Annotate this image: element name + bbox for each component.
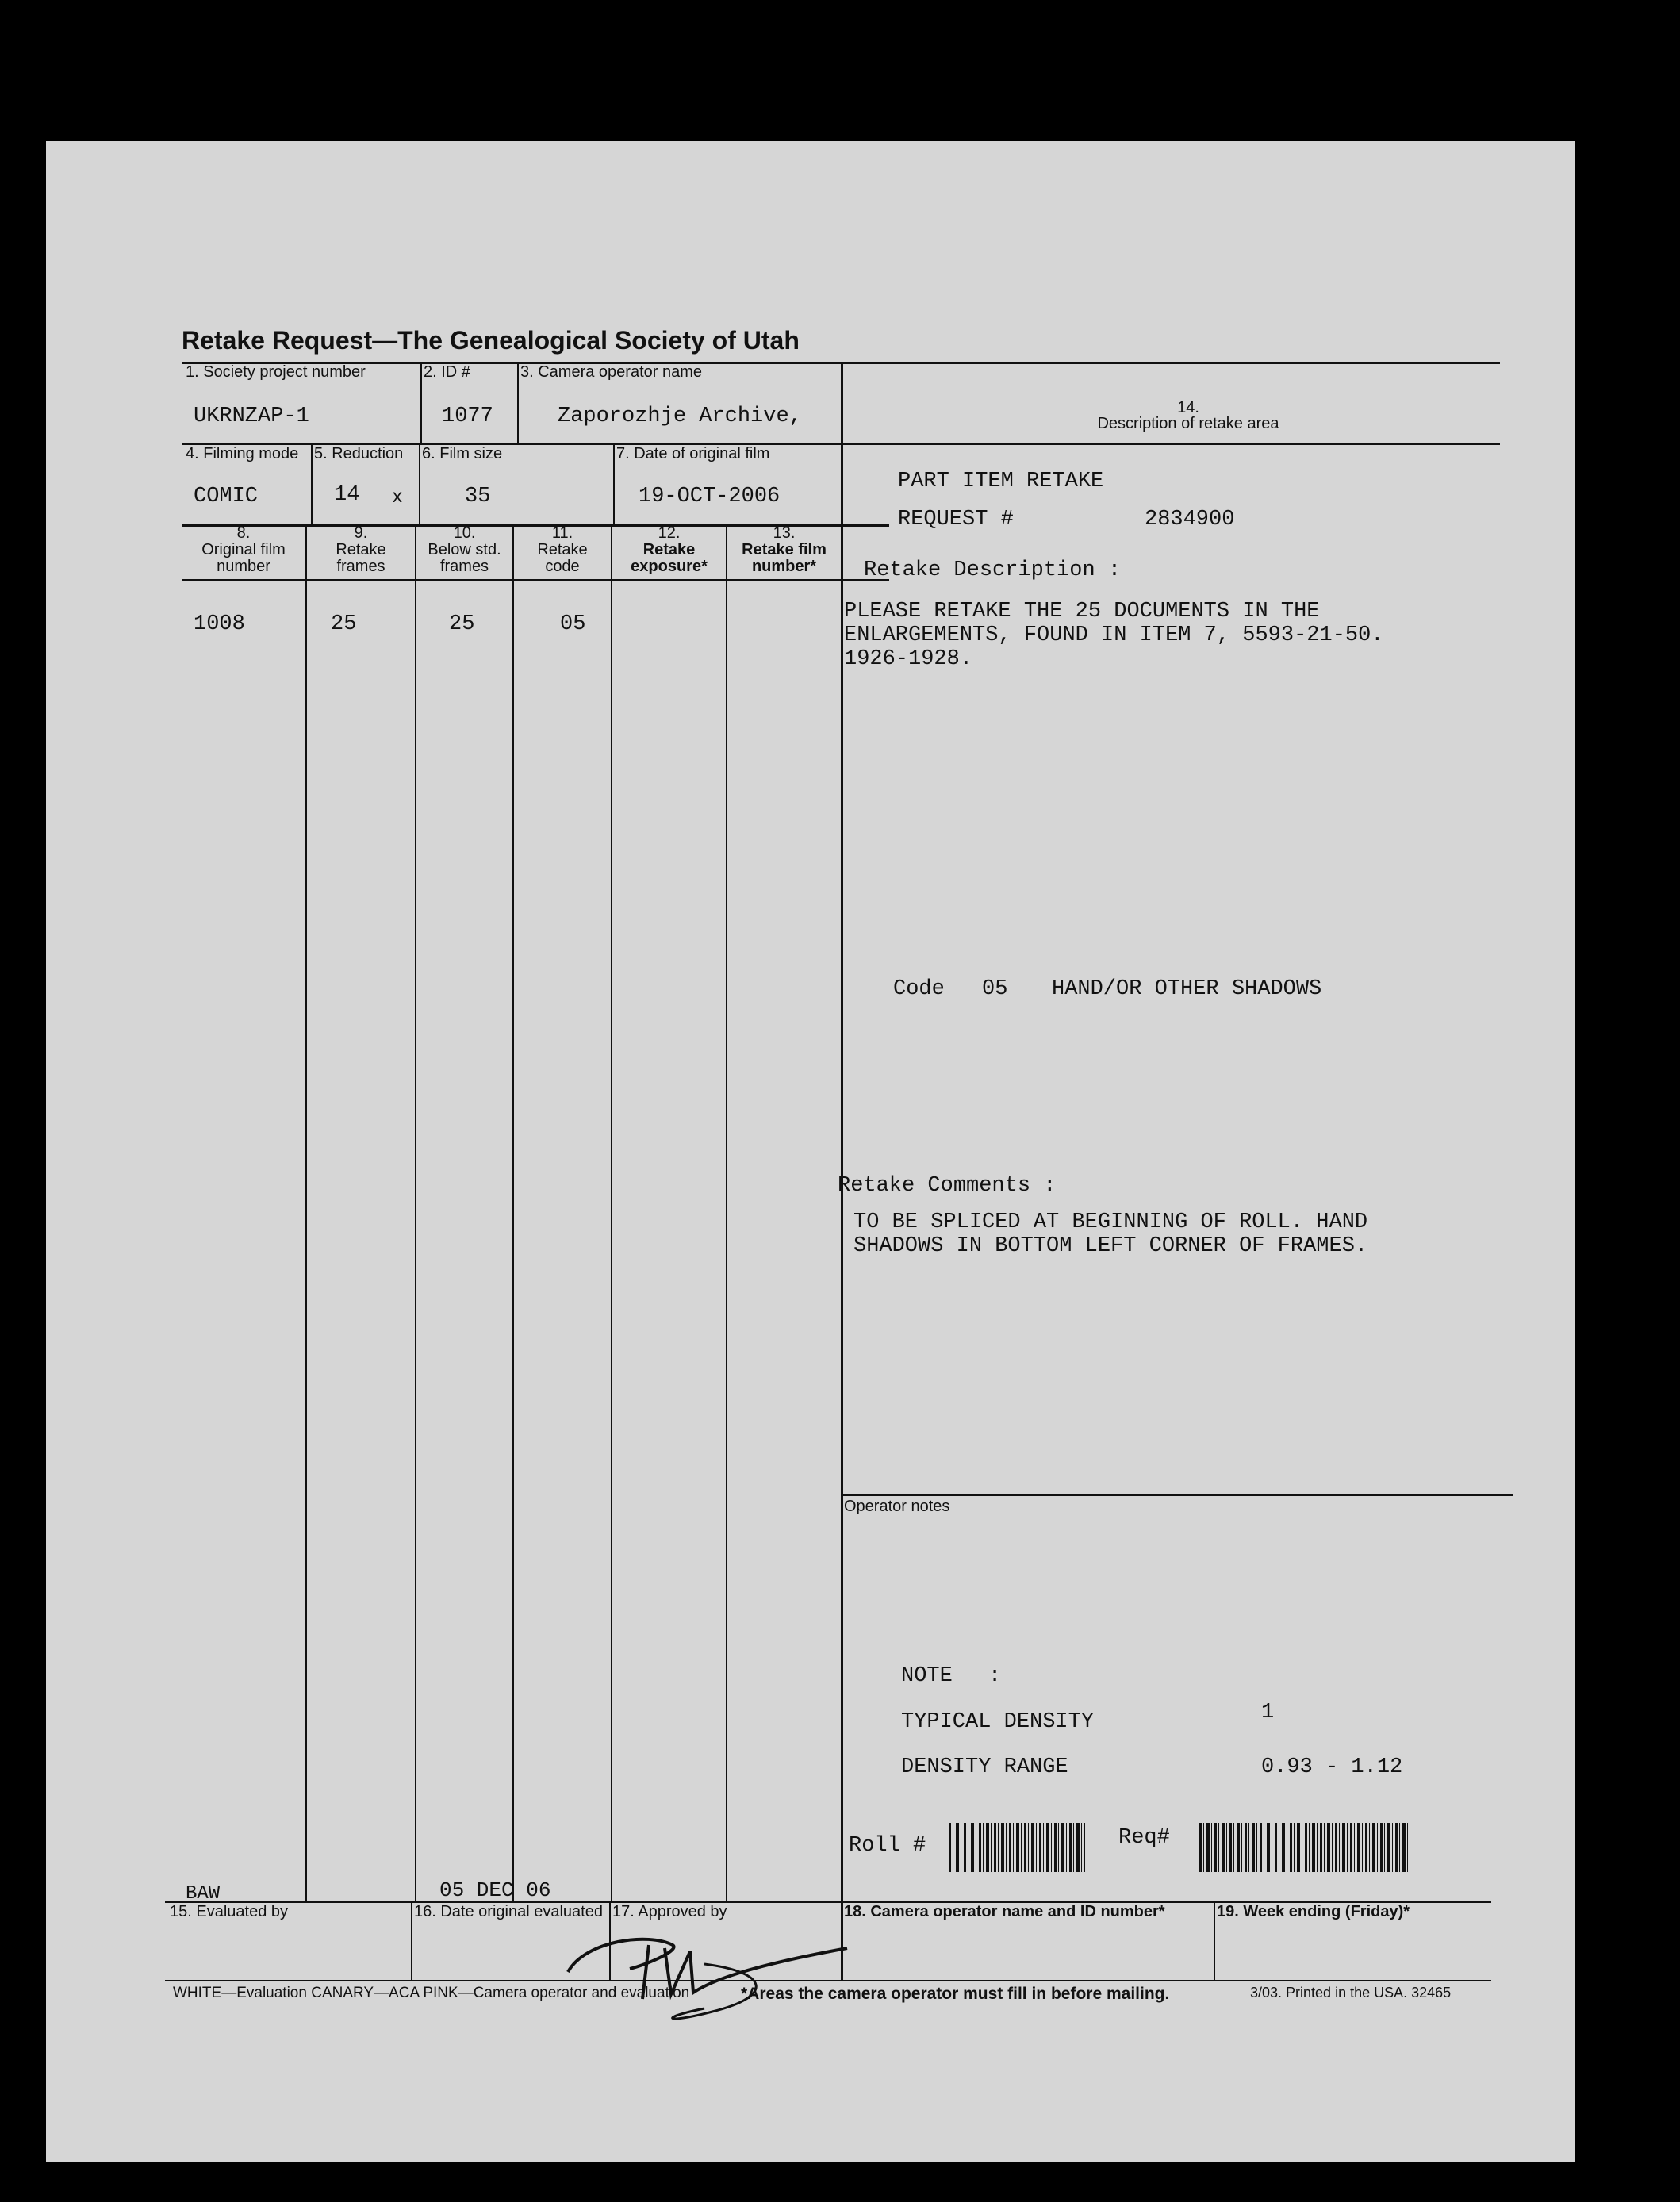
rule-v-date	[613, 443, 615, 524]
rule-v-operator	[517, 362, 519, 443]
label-operator-notes: Operator notes	[844, 1498, 950, 1515]
rule-v-16	[411, 1901, 412, 1980]
request-number: 2834900	[1145, 508, 1235, 531]
rule-col-13	[726, 524, 727, 1901]
rule-v-filmsize	[419, 443, 420, 524]
rule-col-9	[305, 524, 307, 1901]
label-filming-mode: 4. Filming mode	[186, 445, 299, 462]
part-item-retake: PART ITEM RETAKE	[898, 470, 1104, 493]
note-label: NOTE	[901, 1664, 953, 1688]
note-colon: :	[988, 1664, 1002, 1688]
retake-description-line3: 1926-1928.	[844, 647, 973, 671]
retake-description-line2: ENLARGEMENTS, FOUND IN ITEM 7, 5593-21-50.	[844, 623, 1384, 647]
date-original-value: 19-OCT-2006	[639, 485, 781, 508]
col-header-10: 10. Below std. frames	[428, 524, 501, 575]
roll-label: Roll #	[849, 1834, 926, 1858]
density-range-label: DENSITY RANGE	[901, 1755, 1068, 1779]
code-value: 05	[982, 977, 1008, 1001]
retake-frames-value: 25	[331, 612, 357, 636]
footer-copies: WHITE—Evaluation CANARY—ACA PINK—Camera operator and evaluation	[173, 1985, 690, 2001]
code-label: Code	[893, 977, 945, 1001]
rule-col-12	[611, 524, 612, 1901]
rule-operator-notes	[841, 1494, 1513, 1496]
approval-signature	[554, 1916, 871, 2035]
typical-density-label: TYPICAL DENSITY	[901, 1710, 1095, 1734]
retake-comments-label: Retake Comments :	[838, 1174, 1057, 1198]
rule-col-11	[512, 524, 514, 1901]
rule-col-10	[415, 524, 416, 1901]
label-desc-number: 14.	[1177, 399, 1199, 416]
project-number-value: UKRNZAP-1	[194, 405, 309, 428]
label-reduction: 5. Reduction	[314, 445, 404, 462]
retake-description-line1: PLEASE RETAKE THE 25 DOCUMENTS IN THE	[844, 600, 1320, 623]
filming-mode-value: COMIC	[194, 485, 259, 508]
original-film-number-value: 1008	[194, 612, 245, 636]
camera-operator-value: Zaporozhje Archive,	[558, 405, 802, 428]
evaluated-by-value: BAW	[186, 1883, 221, 1905]
label-evaluated-by: 15. Evaluated by	[170, 1903, 288, 1920]
rule-v-id	[420, 362, 422, 443]
label-camera-operator: 3. Camera operator name	[520, 363, 703, 381]
reduction-value: 14	[334, 483, 360, 507]
retake-comments-line2: SHADOWS IN BOTTOM LEFT CORNER OF FRAMES.	[853, 1234, 1368, 1258]
col-header-9: 9. Retake frames	[336, 524, 386, 575]
label-description: Description of retake area	[1097, 415, 1279, 432]
req-label: Req#	[1118, 1826, 1170, 1850]
date-evaluated-value: 05 DEC 06	[439, 1878, 551, 1902]
col-header-13: 13. Retake film number*	[742, 524, 827, 575]
request-label: REQUEST #	[898, 508, 1014, 531]
col-header-12: 12. Retake exposure*	[631, 524, 708, 575]
label-film-size: 6. Film size	[422, 445, 503, 462]
retake-code-value: 05	[560, 612, 586, 636]
label-camera-operator-id: 18. Camera operator name and ID number*	[844, 1903, 1165, 1920]
code-text: HAND/OR OTHER SHADOWS	[1052, 977, 1322, 1001]
req-barcode	[1199, 1823, 1409, 1872]
label-id: 2. ID #	[424, 363, 470, 381]
label-date-evaluated: 16. Date original evaluated	[414, 1903, 603, 1920]
footer-areas-note: *Areas the camera operator must fill in before mailing.	[741, 1985, 1170, 2003]
rule-center	[841, 362, 843, 1980]
rule-v-19	[1214, 1901, 1215, 1980]
typical-density-value: 1	[1261, 1701, 1275, 1724]
label-date-original: 7. Date of original film	[616, 445, 770, 462]
label-project-number: 1. Society project number	[186, 363, 366, 381]
retake-comments-line1: TO BE SPLICED AT BEGINNING OF ROLL. HAND	[853, 1210, 1368, 1234]
density-range-value: 0.93 - 1.12	[1261, 1755, 1403, 1779]
form-title: Retake Request—The Genealogical Society of Utah	[182, 326, 800, 355]
form-sheet	[46, 141, 1575, 2162]
below-std-frames-value: 25	[449, 612, 475, 636]
label-week-ending: 19. Week ending (Friday)*	[1217, 1903, 1410, 1920]
footer-printed: 3/03. Printed in the USA. 32465	[1250, 1985, 1452, 2001]
label-approved-by: 17. Approved by	[612, 1903, 727, 1920]
reduction-suffix: x	[392, 487, 403, 508]
rule-header-bottom	[182, 579, 889, 581]
rule-v-reduction	[311, 443, 313, 524]
col-header-8: 8. Original film number	[201, 524, 286, 575]
col-header-11: 11. Retake code	[537, 524, 588, 575]
film-size-value: 35	[465, 485, 491, 508]
roll-barcode	[949, 1823, 1085, 1872]
retake-description-label: Retake Description :	[864, 558, 1122, 582]
id-value: 1077	[442, 405, 493, 428]
